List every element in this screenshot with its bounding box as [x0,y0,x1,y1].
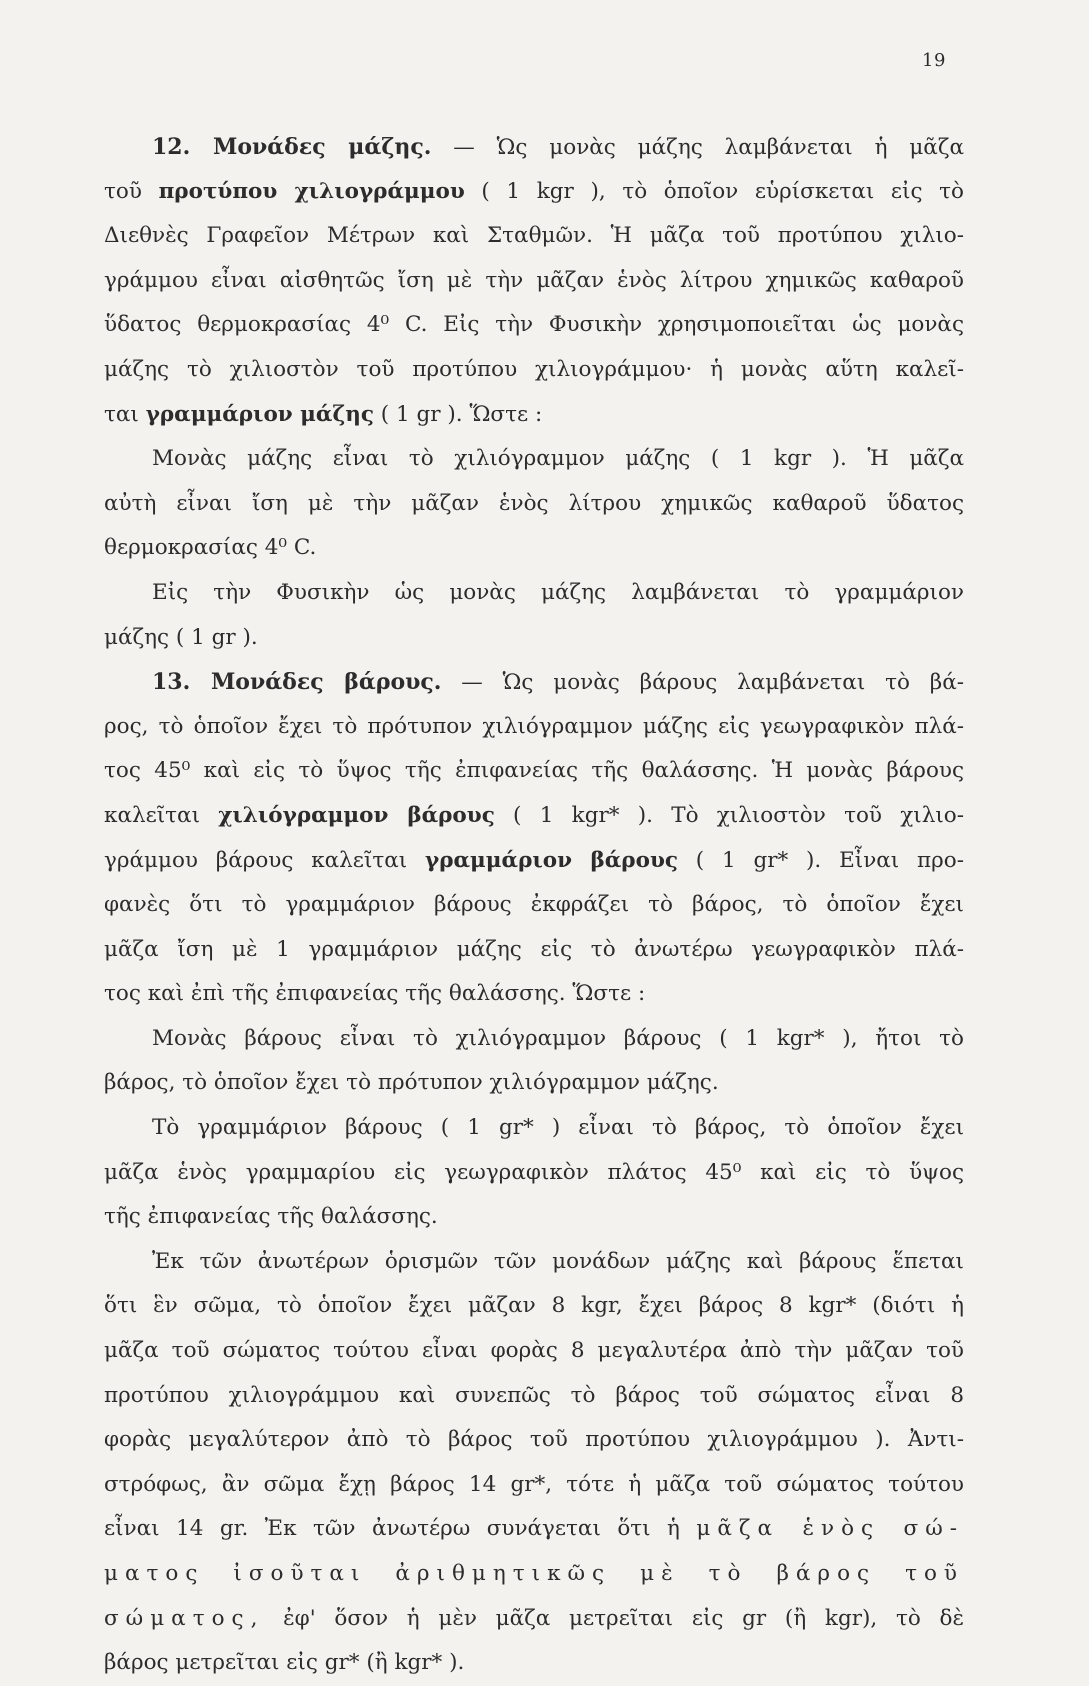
page-body [104,125,964,1686]
s13-line-1 [104,660,964,705]
conclusion-line-8: ματος ἰσοῦται ἀριθμητικῶς μὲ τὸ βάρος τοῦ [104,1561,964,1586]
s12-def-line-2: αὐτὴ εἶναι ἴση μὲ τὴν μᾶζαν ἑνὸς λίτρου χημικῶς καθαροῦ ὕδατος [104,490,964,516]
term-prototype-kilogram: προτύπου χιλιογράμμου [158,178,465,204]
s13-def-line-2: βάρος, τὸ ὁποῖον ἔχει τὸ πρότυπον χιλιόγραμμον μάζης. [104,1070,719,1096]
s12-line-5: ὕδατος θερμοκρασίας 4⁰ C. Εἰς τὴν Φυσικὴν χρησιμοποιεῖται ὡς μονὰς [104,312,964,338]
s12-line-7b: ( 1 gr ). Ὥστε : [373,401,543,427]
conclusion-line-3: μᾶζα τοῦ σώματος τούτου εἶναι φορὰς 8 μεγαλυτέρα ἀπὸ τὴν μᾶζαν τοῦ [104,1338,964,1364]
conclusion-line-6: στρόφως, ἂν σῶμα ἔχῃ βάρος 14 gr*, τότε ἡ μᾶζα τοῦ σώματος τούτου [104,1471,964,1497]
s13-line-3: τος 45⁰ καὶ εἰς τὸ ὕψος τῆς ἐπιφανείας τῆς θαλάσσης. Ἡ μονὰς βάρους [104,758,964,784]
s13-line-1-text: — Ὡς μονὰς βάρους λαμβάνεται τὸ βά- [441,670,964,696]
conclusion-line-1: Ἐκ τῶν ἀνωτέρων ὁρισμῶν τῶν μονάδων μάζης καὶ βάρους ἕπεται [152,1248,964,1274]
s13-line-7: μᾶζα ἴση μὲ 1 γραμμάριον μάζης εἰς τὸ ἀνωτέρω γεωγραφικὸν πλά- [104,936,964,962]
s12-def-line-3: θερμοκρασίας 4⁰ C. [104,535,317,561]
s13-line-5 [104,839,964,884]
emphasis-spaced-2: σώματος, [104,1605,265,1631]
s13-def-line-1: Μονὰς βάρους εἶναι τὸ χιλιόγραμμον βάρους ( 1 kgr* ), ἤτοι τὸ [152,1025,964,1051]
conclusion-line-7 [104,1507,964,1552]
s12-line-1-text: — Ὡς μονὰς μάζης λαμβάνεται ἡ μᾶζα [431,135,964,160]
s13-line-5b: ( 1 gr* ). Εἶναι προ- [677,847,964,873]
s13-def-line-4: μᾶζα ἑνὸς γραμμαρίου εἰς γεωγραφικὸν πλάτος 45⁰ καὶ εἰς τὸ ὕψος [104,1159,964,1185]
term-gram-mass: γραμμάριον μάζης [145,401,374,427]
conclusion-line-4: προτύπου χιλιογράμμου καὶ συνεπῶς τὸ βάρος τοῦ σώματος εἶναι 8 [104,1382,964,1408]
s12-def-line-1: Μονὰς μάζης εἶναι τὸ χιλιόγραμμον μάζης ( 1 kgr ). Ἡ μᾶζα [152,446,964,472]
s12-def-line-4: Εἰς τὴν Φυσικὴν ὡς μονὰς μάζης λαμβάνεται τὸ γραμμάριον [152,579,964,605]
s12-line-3: Διεθνὲς Γραφεῖον Μέτρων καὶ Σταθμῶν. Ἡ μᾶζα τοῦ προτύπου χιλιο- [104,223,964,249]
term-gram-weight: γραμμάριον βάρους [425,847,678,873]
term-kilogram-weight: χιλιόγραμμον βάρους [218,802,495,828]
s13-line-6: φανὲς ὅτι τὸ γραμμάριον βάρους ἐκφράζει τὸ βάρος, τὸ ὁποῖον ἔχει [104,892,964,918]
conclusion-line-10: βάρος μετρεῖται εἰς gr* (ἢ kgr* ). [104,1650,465,1676]
s13-line-8: τος καὶ ἐπὶ τῆς ἐπιφανείας τῆς θαλάσσης. Ὥστε : [104,981,646,1007]
s13-line-4b: ( 1 kgr* ). Τὸ χιλιοστὸν τοῦ χιλιο- [494,802,964,828]
s12-line-1 [104,125,964,170]
section-12-heading: 12. Μονάδες μάζης. [152,134,432,160]
s13-line-5a: γράμμου βάρους καλεῖται [104,847,426,873]
s12-line-2a: τοῦ [104,178,159,204]
emphasis-spaced-1: μᾶζα ἑνὸς σώ- [696,1516,964,1542]
s12-line-7a: ται [104,401,146,427]
conclusion-line-9b: ἐφ' ὅσον ἡ μὲν μᾶζα μετρεῖται εἰς gr (ἢ kgr), τὸ δὲ [264,1605,964,1631]
conclusion-line-9 [104,1597,964,1642]
s12-line-7 [104,393,964,438]
s13-line-4a: καλεῖται [104,802,219,828]
conclusion-line-5: φορὰς μεγαλύτερον ἀπὸ τὸ βάρος τοῦ προτύπου χιλιογράμμου ). Ἀντι- [104,1427,964,1453]
s12-def-line-5: μάζης ( 1 gr ). [104,624,258,650]
s12-line-4: γράμμου εἶναι αἰσθητῶς ἴση μὲ τὴν μᾶζαν ἑνὸς λίτρου χημικῶς καθαροῦ [104,267,964,293]
conclusion-line-2: ὅτι ἓν σῶμα, τὸ ὁποῖον ἔχει μᾶζαν 8 kgr, ἔχει βάρος 8 kgr* (διότι ἡ [104,1293,964,1319]
s12-line-6: μάζης τὸ χιλιοστὸν τοῦ προτύπου χιλιογράμμου· ἡ μονὰς αὕτη καλεῖ- [104,356,964,382]
s12-line-2b: ( 1 kgr ), τὸ ὁποῖον εὑρίσκεται εἰς τὸ [464,178,964,204]
s13-def-line-5: τῆς ἐπιφανείας τῆς θαλάσσης. [104,1204,438,1230]
conclusion-line-7a: εἶναι 14 gr. Ἐκ τῶν ἀνωτέρω συνάγεται ὅτι ἡ [104,1516,697,1542]
s13-def-line-3: Τὸ γραμμάριον βάρους ( 1 gr* ) εἶναι τὸ βάρος, τὸ ὁποῖον ἔχει [152,1115,964,1141]
section-13-heading: 13. Μονάδες βάρους. [152,669,442,696]
page-number: 19 [922,50,946,71]
s12-line-2 [104,170,964,215]
s13-line-4 [104,794,964,839]
s13-line-2: ρος, τὸ ὁποῖον ἔχει τὸ πρότυπον χιλιόγραμμον μάζης εἰς γεωγραφικὸν πλά- [104,713,964,739]
